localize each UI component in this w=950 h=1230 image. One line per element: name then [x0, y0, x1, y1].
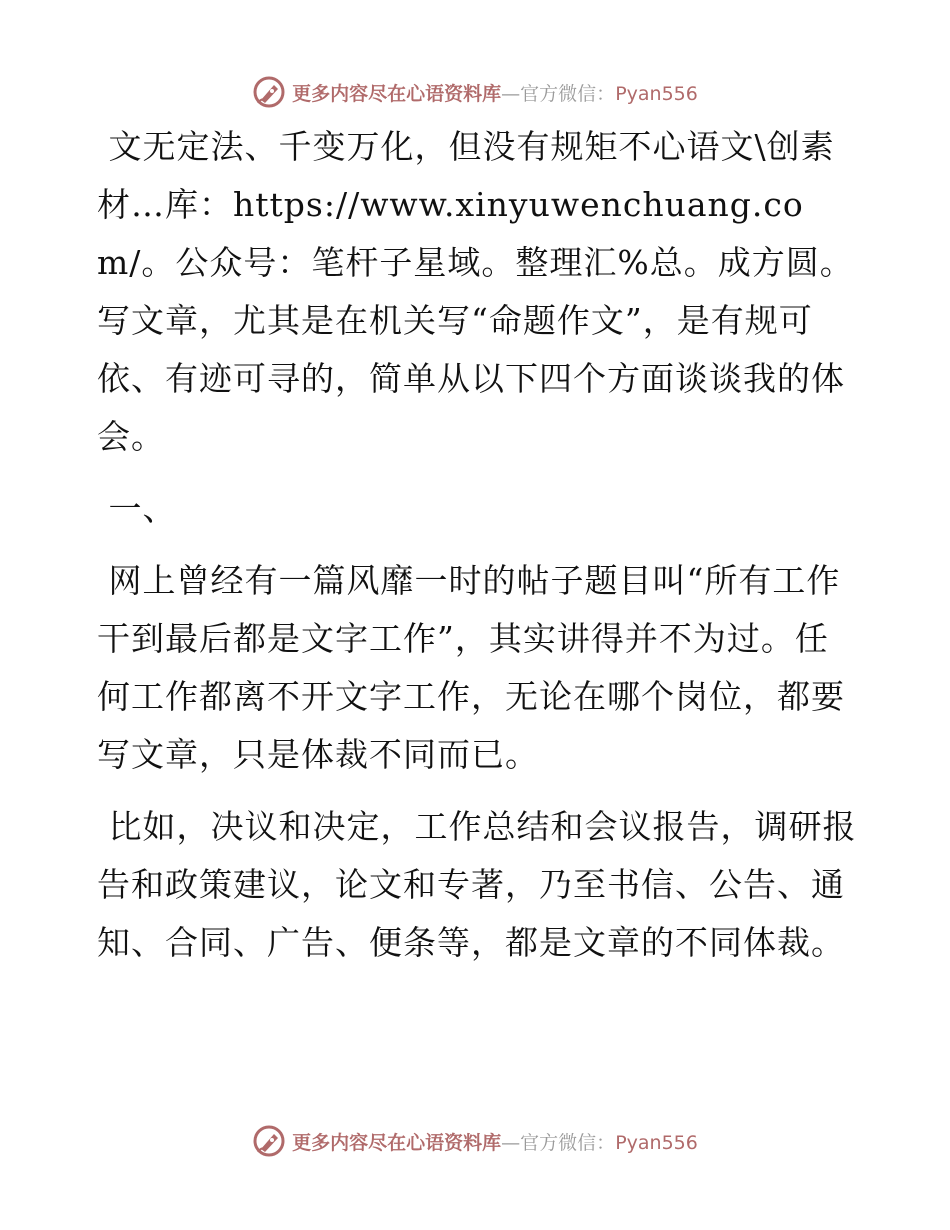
watermark-dash: — — [501, 82, 521, 105]
section-heading-one: 一、 — [97, 489, 177, 528]
paragraph-writing-work: 网上曾经有一篇风靡一时的帖子题目叫“所有工作干到最后都是文字工作”，其实讲得并不为过。任何工作都离不开文字工作，无论在哪个岗位，都要写文章，只是体裁不同而已。 — [97, 561, 845, 774]
watermark-official-label: 官方微信： — [520, 82, 616, 105]
footer-watermark — [0, 1121, 950, 1161]
watermark-wechat-id: Pyan556 — [615, 1131, 698, 1154]
watermark-main-text: 更多内容尽在心语资料库 — [292, 82, 502, 105]
watermark-text — [292, 79, 698, 106]
watermark-wechat-id: Pyan556 — [615, 82, 698, 105]
pen-nib-circle-icon — [252, 75, 286, 109]
watermark-official-label: 官方微信： — [520, 1131, 616, 1154]
watermark-main-text: 更多内容尽在心语资料库 — [292, 1131, 502, 1154]
paragraph-intro: 文无定法、千变万化，但没有规矩不心语文\创素材…库：https://www.xinyuwenchuang.com/。公众号：笔杆子星域。整理汇%总。成方圆。写文章，尤其是在机关写“命题作文”，是有规可依、有迹可寻的，简单从以下四个方面谈谈我的体会。 — [97, 127, 854, 456]
header-watermark — [0, 72, 950, 112]
watermark-dash: — — [501, 1131, 521, 1154]
document-body — [97, 118, 857, 972]
pen-nib-circle-icon — [252, 1124, 286, 1158]
paragraph-genres: 比如，决议和决定，工作总结和会议报告，调研报告和政策建议，论文和专著，乃至书信、公告、通知、合同、广告、便条等，都是文章的不同体裁。 — [97, 807, 857, 962]
watermark-text — [292, 1128, 698, 1155]
